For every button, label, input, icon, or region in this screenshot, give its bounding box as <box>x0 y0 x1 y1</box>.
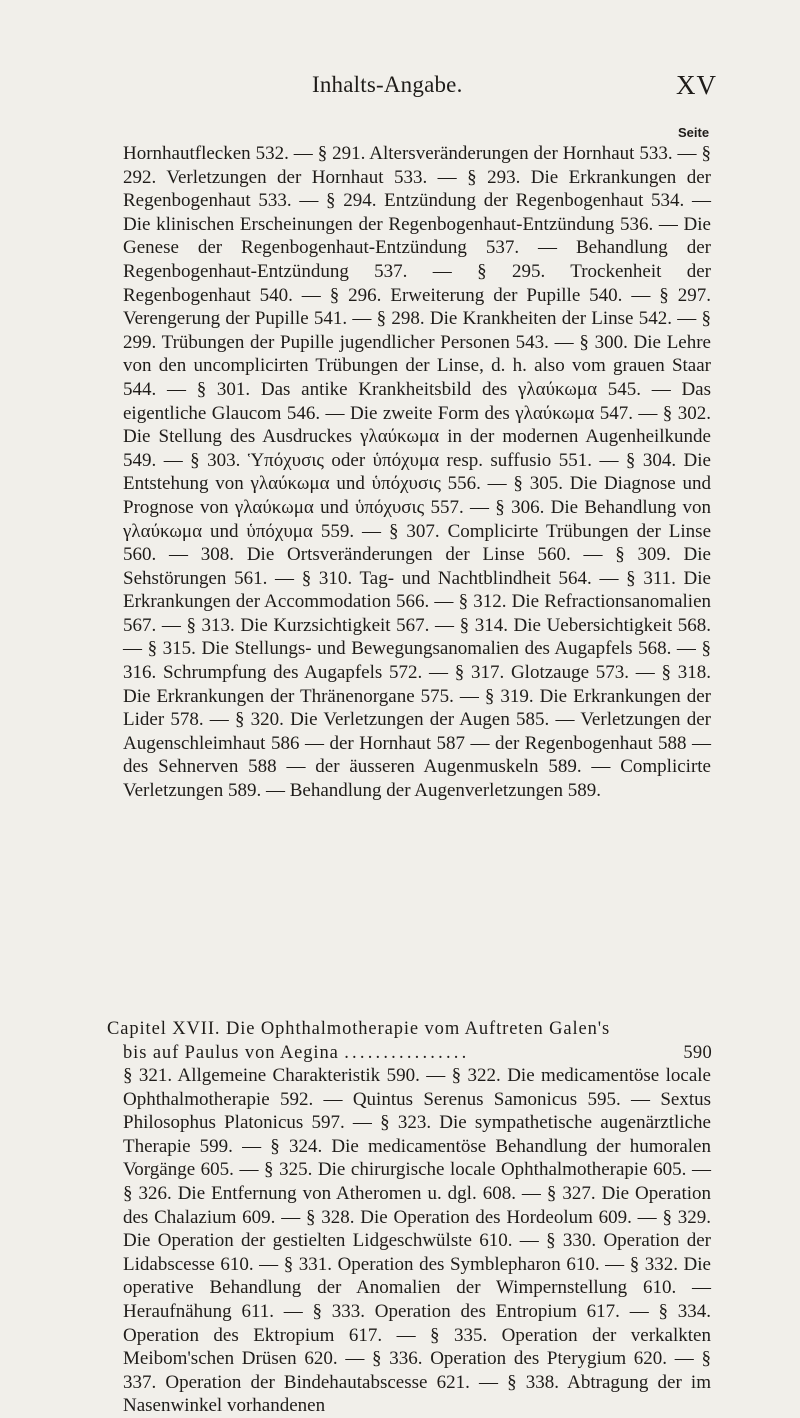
chapter-title-line-2-row <box>107 1041 712 1065</box>
running-head: Inhalts-Angabe. <box>312 72 463 97</box>
page-header <box>0 72 800 112</box>
toc-paragraph-2: § 321. Allgemeine Charakteristik 590. — § 322. Die medicamentöse locale Ophthalmotherapie 592. — Quintus Serenus Samonicus 595. — Sextus Philosophus Platonicus 597. — § 323. Die sympathetische augenärztliche Therapie 599. — § 324. Die medicamentöse Behandlung der humoralen Vorgänge 605. — § 325. Die chirurgische locale Ophthalmotherapie 605. — § 326. Die Entfernung von Atheromen u. dgl. 608. — § 327. Die Operation des Chalazium 609. — § 328. Die Operation des Hordeolum 609. — § 329. Die Operation der gestielten Lidgeschwülste 610. — § 330. Operation der Lidabscesse 610. — § 331. Operation des Symblepharon 610. — § 332. Die operative Behandlung der Anomalien der Wimpernstellung 610. — Heraufnähung 611. — § 333. Operation des Entropium 617. — § 334. Operation des Ektropium 617. — § 335. Operation der verkalkten Meibom'schen Drüsen 620. — § 336. Operation des Pterygium 620. — § 337. Operation der Bindehautabscesse 621. — § 338. Abtragung der im Nasenwinkel vorhandenen <box>123 1065 711 1417</box>
chapter-entry <box>107 1017 712 1065</box>
page-number: XV <box>676 70 717 100</box>
dot-leader: ................ <box>344 1043 470 1063</box>
chapter-title-line-1: Capitel XVII. Die Ophthalmotherapie vom Auftreten Galen's <box>107 1019 611 1039</box>
chapter-page-number: 590 <box>683 1043 712 1063</box>
chapter-title-line-2: bis auf Paulus von Aegina <box>123 1043 339 1063</box>
toc-paragraph-1: Hornhautflecken 532. — § 291. Altersveränderungen der Hornhaut 533. — § 292. Verletzungen der Hornhaut 533. — § 293. Die Erkrankungen der Regenbogenhaut 533. — § 294. Entzündung der Regenbogenhaut 534. — Die klinischen Erscheinungen der Regenbogenhaut-Entzündung 536. — Die Genese der Regenbogenhaut-Entzündung 537. — Behandlung der Regenbogenhaut-Entzündung 537. — § 295. Trockenheit der Regenbogenhaut 540. — § 296. Erweiterung der Pupille 540. — § 297. Verengerung der Pupille 541. — § 298. Die Krankheiten der Linse 542. — § 299. Trübungen der Pupille jugendlicher Personen 543. — § 300. Die Lehre von den uncomplicirten Trübungen der Linse, d. h. also vom grauen Staar 544. — § 301. Das antike Krankheitsbild des γλαύκωμα 545. — Das eigentliche Glaucom 546. — Die zweite Form des γλαύκωμα 547. — § 302. Die Stellung des Ausdruckes γλαύκωμα in der modernen Augenheilkunde 549. — § 303. Ὑπόχυσις oder ὑπόχυμα resp. suffusio 551. — § 304. Die Entstehung von γλαύκωμα und ὑπόχυσις 556. — § 305. Die Diagnose und Prognose von γλαύκωμα und ὑπόχυσις 557. — § 306. Die Behandlung von γλαύκωμα und ὑπόχυμα 559. — § 307. Complicirte Trübungen der Linse 560. — 308. Die Ortsveränderungen der Linse 560. — § 309. Die Sehstörungen 561. — § 310. Tag- und Nachtblindheit 564. — § 311. Die Erkrankungen der Accommodation 566. — § 312. Die Refractionsanomalien 567. — § 313. Die Kurzsichtigkeit 567. — § 314. Die Uebersichtigkeit 568. — § 315. Die Stellungs- und Bewegungsanomalien des Augapfels 568. — § 316. Schrumpfung des Augapfels 572. — § 317. Glotzauge 573. — § 318. Die Erkrankungen der Thränenorgane 575. — § 319. Die Erkrankungen der Lider 578. — § 320. Die Verletzungen der Augen 585. — Verletzungen der Augenschleimhaut 586 — der Hornhaut 587 — der Regenbogenhaut 588 — des Sehnerven 588 — der äusseren Augenmuskeln 589. — Complicirte Verletzungen 589. — Behandlung der Augenverletzungen 589. <box>123 143 711 802</box>
page-column-label: Seite <box>678 125 710 140</box>
